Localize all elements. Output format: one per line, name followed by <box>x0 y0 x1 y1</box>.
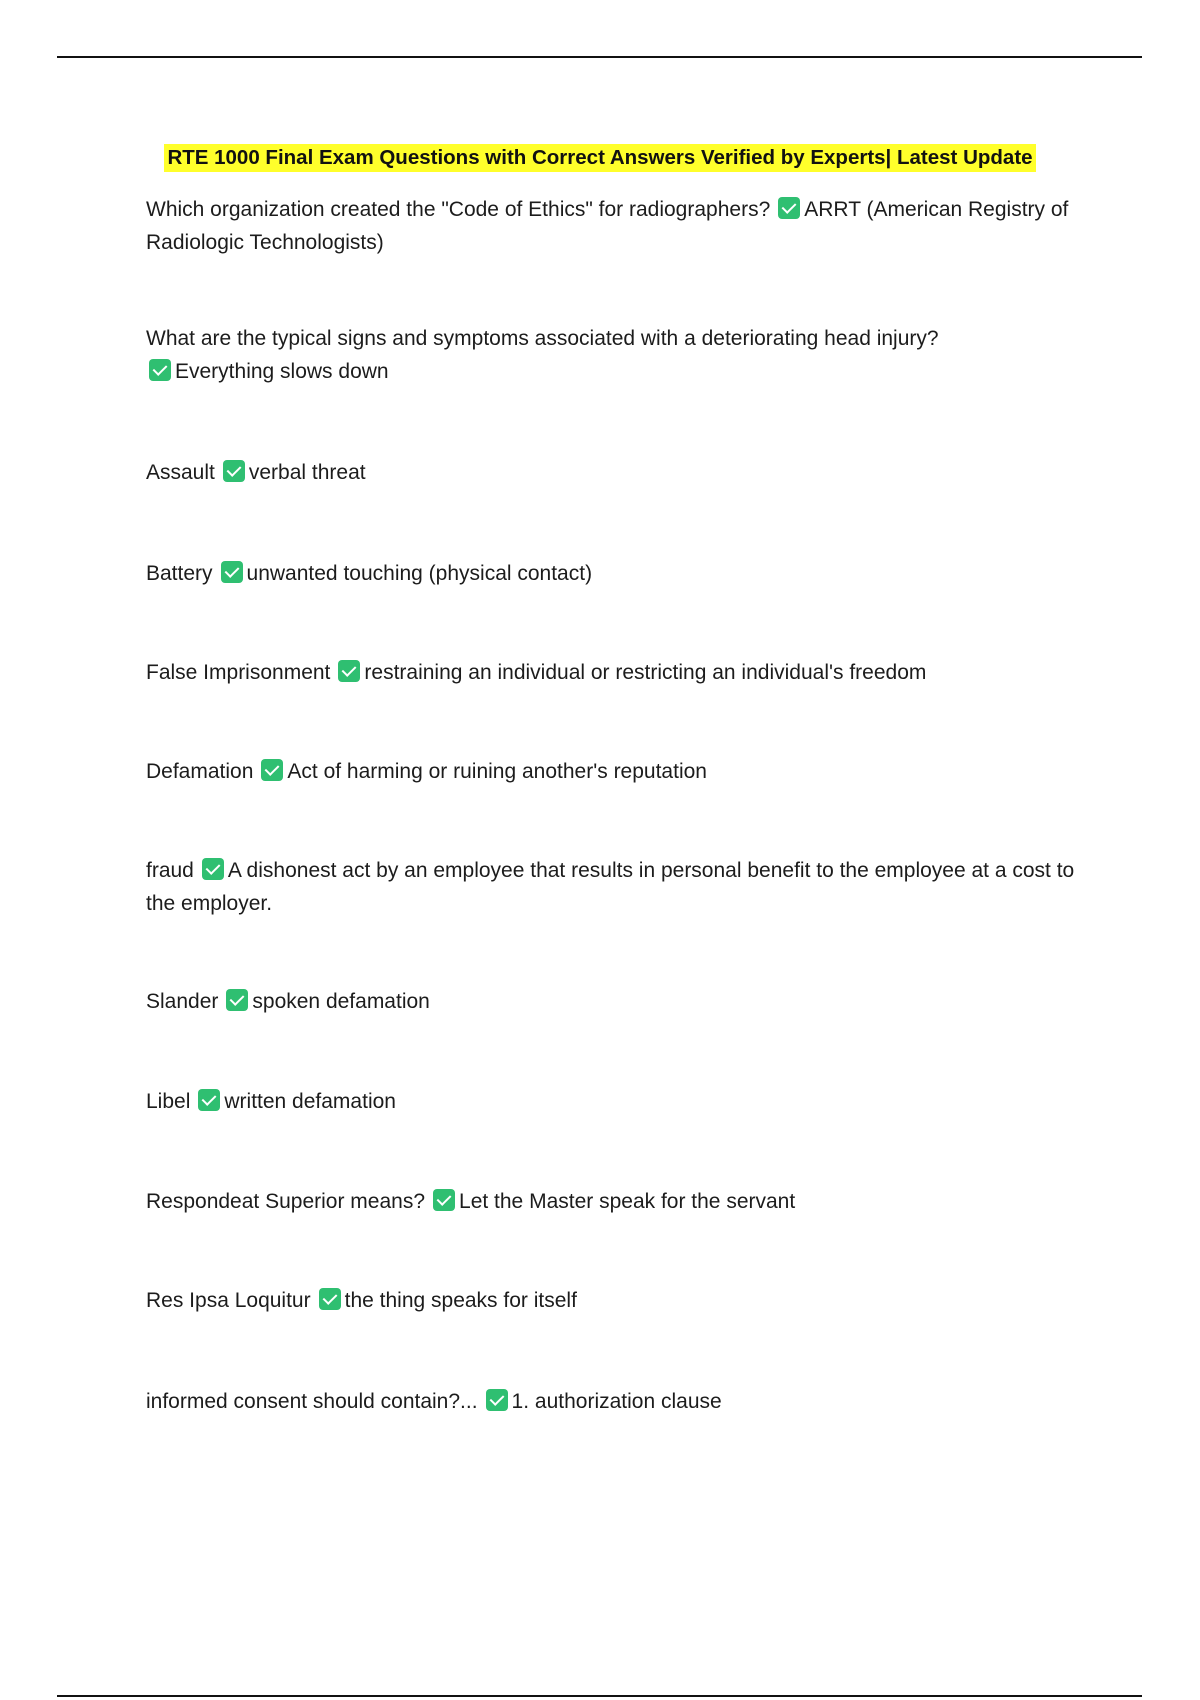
qa-item-12 <box>146 1385 1076 1418</box>
check-mark-icon <box>778 197 800 219</box>
check-mark-icon <box>486 1389 508 1411</box>
question-text: informed consent should contain?... <box>146 1390 478 1413</box>
title-block <box>0 144 1200 172</box>
answer-text: restraining an individual or restricting an individual's freedom <box>364 661 927 684</box>
qa-item-3 <box>146 456 1076 489</box>
qa-item-6 <box>146 755 1076 788</box>
answer-text: ARRT (American Registry of Radiologic Technologists) <box>146 198 1069 254</box>
qa-item-11 <box>146 1284 1076 1317</box>
question-text: Which organization created the "Code of Ethics" for radiographers? <box>146 198 771 221</box>
question-text: Slander <box>146 990 219 1013</box>
answer-text: Everything slows down <box>175 360 389 383</box>
check-mark-icon <box>319 1288 341 1310</box>
question-text: fraud <box>146 859 194 882</box>
qa-item-9 <box>146 1085 1076 1118</box>
question-text: False Imprisonment <box>146 661 331 684</box>
check-mark-icon <box>261 759 283 781</box>
answer-text: A dishonest act by an employee that results in personal benefit to the employee at a cost to the employer. <box>146 859 1075 915</box>
question-text: Libel <box>146 1090 191 1113</box>
answer-text: written defamation <box>224 1090 396 1113</box>
qa-item-4 <box>146 557 1076 590</box>
qa-item-5 <box>146 656 1076 689</box>
answer-text: the thing speaks for itself <box>344 1289 577 1312</box>
check-mark-icon <box>338 660 360 682</box>
document-title: RTE 1000 Final Exam Questions with Correct Answers Verified by Experts| Latest Update <box>164 144 1035 172</box>
check-mark-icon <box>433 1189 455 1211</box>
top-rule <box>57 56 1142 58</box>
answer-text: unwanted touching (physical contact) <box>246 562 593 585</box>
qa-item-2 <box>146 322 1076 388</box>
check-mark-icon <box>202 858 224 880</box>
check-mark-icon <box>221 561 243 583</box>
question-text: Res Ipsa Loquitur <box>146 1289 311 1312</box>
qa-item-1 <box>146 193 1076 259</box>
qa-item-10 <box>146 1185 1076 1218</box>
check-mark-icon <box>149 359 171 381</box>
answer-text: Let the Master speak for the servant <box>459 1190 796 1213</box>
check-mark-icon <box>226 989 248 1011</box>
qa-item-7 <box>146 854 1076 920</box>
answer-text: spoken defamation <box>252 990 430 1013</box>
answer-text: verbal threat <box>248 461 366 484</box>
check-mark-icon <box>223 460 245 482</box>
question-text: Respondeat Superior means? <box>146 1190 426 1213</box>
question-text: Battery <box>146 562 213 585</box>
qa-item-8 <box>146 985 1076 1018</box>
answer-text: Act of harming or ruining another's reputation <box>287 760 707 783</box>
bottom-rule <box>57 1695 1142 1697</box>
question-text: What are the typical signs and symptoms associated with a deteriorating head injury? <box>146 327 939 350</box>
question-text: Defamation <box>146 760 254 783</box>
answer-text: 1. authorization clause <box>511 1390 722 1413</box>
check-mark-icon <box>198 1089 220 1111</box>
question-text: Assault <box>146 461 215 484</box>
